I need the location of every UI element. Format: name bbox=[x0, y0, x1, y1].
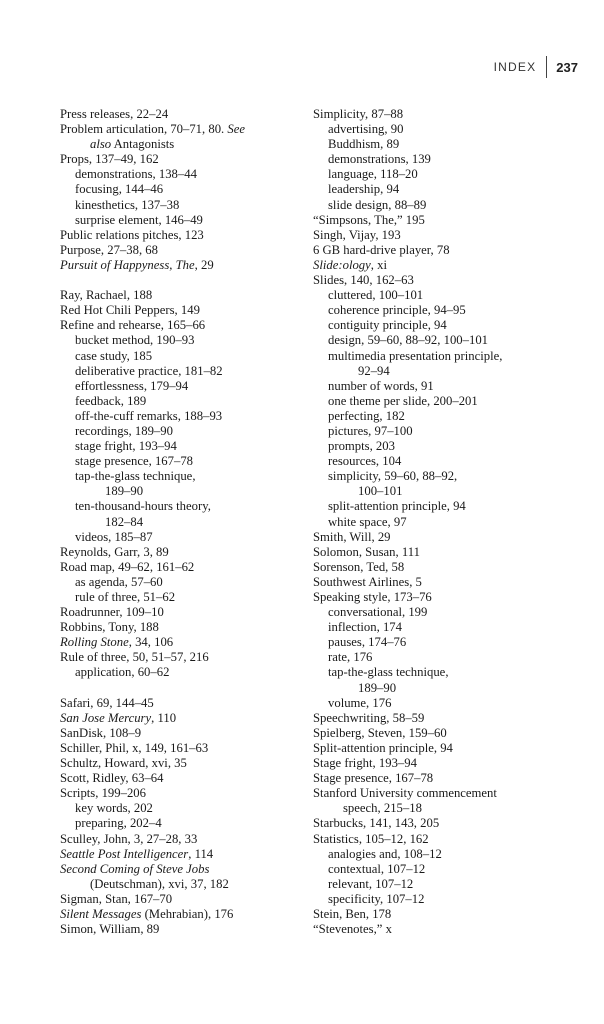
index-subentry: case study, 185 bbox=[75, 348, 153, 363]
index-subentry: pauses, 174–76 bbox=[328, 635, 407, 650]
index-subentry: conversational, 199 bbox=[328, 605, 428, 620]
index-column-right bbox=[313, 107, 588, 937]
index-subentry: recordings, 189–90 bbox=[75, 423, 173, 438]
index-entry-title: See bbox=[227, 122, 245, 137]
index-subentry: multimedia presentation principle, bbox=[328, 348, 503, 363]
index-subentry: as agenda, 57–60 bbox=[75, 574, 163, 589]
index-subentry: coherence principle, 94–95 bbox=[328, 303, 466, 318]
index-subentry: bucket method, 190–93 bbox=[75, 333, 195, 348]
page-number: 237 bbox=[556, 59, 578, 75]
index-entry: Stanford University commencement bbox=[313, 786, 497, 801]
letter-group-gap bbox=[60, 681, 296, 696]
index-subentry: simplicity, 59–60, 88–92, bbox=[328, 469, 458, 484]
index-entry: Safari, 69, 144–45 bbox=[60, 695, 154, 710]
index-entry: Road map, 49–62, 161–62 bbox=[60, 559, 195, 574]
index-entry: SanDisk, 108–9 bbox=[60, 725, 142, 740]
index-entry: Schultz, Howard, xvi, 35 bbox=[60, 756, 187, 771]
index-subentry: stage fright, 193–94 bbox=[75, 439, 177, 454]
index-subentry: relevant, 107–12 bbox=[328, 876, 414, 891]
index-entry: Simon, William, 89 bbox=[60, 922, 160, 937]
index-entry: Sigman, Stan, 167–70 bbox=[60, 891, 173, 906]
index-entry-title: Silent Messages bbox=[60, 906, 142, 921]
index-entry-continuation: (Deutschman), xvi, 37, 182 bbox=[90, 876, 229, 891]
index-subentry: Buddhism, 89 bbox=[328, 137, 400, 152]
header-divider bbox=[546, 56, 547, 78]
index-subentry: inflection, 174 bbox=[328, 620, 402, 635]
index-subentry: specificity, 107–12 bbox=[328, 891, 425, 906]
index-subentry: volume, 176 bbox=[328, 695, 392, 710]
index-subentry: off-the-cuff remarks, 188–93 bbox=[75, 408, 223, 423]
index-subentry: effortlessness, 179–94 bbox=[75, 378, 189, 393]
index-entry: Scripts, 199–206 bbox=[60, 786, 146, 801]
index-subentry: language, 118–20 bbox=[328, 167, 418, 182]
index-subentry: split-attention principle, 94 bbox=[328, 499, 466, 514]
index-subentry: demonstrations, 138–44 bbox=[75, 167, 197, 182]
index-entry: “Stevenotes,” x bbox=[313, 922, 392, 937]
index-entry: Purpose, 27–38, 68 bbox=[60, 242, 158, 257]
index-entry: Split-attention principle, 94 bbox=[313, 740, 453, 755]
index-entry bbox=[313, 258, 588, 273]
index-subentry: perfecting, 182 bbox=[328, 408, 405, 423]
index-entry-continuation bbox=[60, 137, 296, 152]
index-entry-title: San Jose Mercury bbox=[60, 710, 152, 725]
index-subentry: slide design, 88–89 bbox=[328, 197, 427, 212]
index-subentry: preparing, 202–4 bbox=[75, 816, 162, 831]
index-entry-title: Seattle Post Intelligencer bbox=[60, 846, 189, 861]
index-entry: Stage fright, 193–94 bbox=[313, 756, 417, 771]
index-entry-continuation: 92–94 bbox=[358, 363, 390, 378]
index-subentry: kinesthetics, 137–38 bbox=[75, 197, 180, 212]
index-subentry: white space, 97 bbox=[328, 514, 407, 529]
index-entry: Sculley, John, 3, 27–28, 33 bbox=[60, 831, 198, 846]
index-entry: Smith, Will, 29 bbox=[313, 529, 391, 544]
index-subentry: contiguity principle, 94 bbox=[328, 318, 447, 333]
index-entry: Southwest Airlines, 5 bbox=[313, 574, 422, 589]
index-entry-title: Rolling Stone bbox=[60, 635, 129, 650]
index-entry-title: Second Coming of Steve Jobs bbox=[60, 861, 210, 876]
index-subentry: videos, 185–87 bbox=[75, 529, 153, 544]
index-subentry: one theme per slide, 200–201 bbox=[328, 393, 478, 408]
index-subentry: contextual, 107–12 bbox=[328, 861, 426, 876]
index-entry: Refine and rehearse, 165–66 bbox=[60, 318, 206, 333]
index-entry: Robbins, Tony, 188 bbox=[60, 620, 159, 635]
index-entry: Slides, 140, 162–63 bbox=[313, 273, 414, 288]
index-entry-text: , xi bbox=[370, 257, 388, 272]
index-entry bbox=[60, 122, 296, 137]
index-entry-text: (Mehrabian), 176 bbox=[141, 906, 234, 921]
letter-group-gap bbox=[60, 273, 296, 288]
index-entry: Speaking style, 173–76 bbox=[313, 590, 432, 604]
index-entry: Reynolds, Garr, 3, 89 bbox=[60, 544, 169, 559]
index-entry-text: Problem articulation, 70–71, 80. bbox=[60, 122, 228, 137]
index-entry: 6 GB hard-drive player, 78 bbox=[313, 242, 450, 257]
index-subentry: deliberative practice, 181–82 bbox=[75, 363, 223, 378]
index-entry: Statistics, 105–12, 162 bbox=[313, 831, 429, 846]
index-subentry: stage presence, 167–78 bbox=[75, 454, 194, 469]
index-subentry: tap-the-glass technique, bbox=[328, 665, 449, 680]
index-subentry: focusing, 144–46 bbox=[75, 182, 164, 197]
index-entry-title: Pursuit of Happyness, The bbox=[60, 257, 195, 272]
index-entry-title: also bbox=[90, 137, 112, 152]
index-subentry: tap-the-glass technique, bbox=[75, 469, 196, 484]
index-entry: Stein, Ben, 178 bbox=[313, 906, 392, 921]
index-subentry: resources, 104 bbox=[328, 454, 402, 469]
section-label: INDEX bbox=[493, 60, 537, 74]
index-entry bbox=[60, 258, 296, 273]
index-subentry: application, 60–62 bbox=[75, 665, 170, 680]
index-entry: Sorenson, Ted, 58 bbox=[313, 559, 405, 574]
index-entry bbox=[60, 635, 296, 650]
index-entry-text: , 114 bbox=[188, 846, 214, 861]
index-entry: Press releases, 22–24 bbox=[60, 107, 169, 121]
index-subentry: rule of three, 51–62 bbox=[75, 590, 176, 604]
index-entry bbox=[60, 847, 296, 862]
index-entry-text: , 29 bbox=[194, 257, 214, 272]
index-subentry: analogies and, 108–12 bbox=[328, 846, 442, 861]
index-column-left bbox=[60, 107, 296, 937]
index-entry: Scott, Ridley, 63–64 bbox=[60, 771, 164, 786]
index-entry: Stage presence, 167–78 bbox=[313, 771, 434, 786]
index-subentry: rate, 176 bbox=[328, 650, 373, 665]
index-entry-continuation: 189–90 bbox=[358, 680, 397, 695]
index-entry-text: Antagonists bbox=[111, 137, 175, 152]
index-subentry: feedback, 189 bbox=[75, 393, 147, 408]
index-subentry: demonstrations, 139 bbox=[328, 152, 431, 167]
index-entry: Public relations pitches, 123 bbox=[60, 227, 204, 242]
index-subentry: advertising, 90 bbox=[328, 122, 404, 137]
running-header bbox=[494, 56, 578, 78]
index-entry bbox=[60, 862, 296, 877]
index-entry-continuation: 100–101 bbox=[358, 484, 403, 499]
index-entry: Props, 137–49, 162 bbox=[60, 152, 159, 167]
index-entry-continuation: 182–84 bbox=[105, 514, 144, 529]
index-entry: Singh, Vijay, 193 bbox=[313, 227, 401, 242]
index-entry-continuation: speech, 215–18 bbox=[343, 801, 422, 816]
index-subentry: ten-thousand-hours theory, bbox=[75, 499, 211, 514]
index-subentry: pictures, 97–100 bbox=[328, 423, 413, 438]
index-subentry: surprise element, 146–49 bbox=[75, 212, 203, 227]
index-entry: Spielberg, Steven, 159–60 bbox=[313, 725, 447, 740]
index-entry bbox=[60, 711, 296, 726]
index-entry-continuation: 189–90 bbox=[105, 484, 144, 499]
index-entry: Roadrunner, 109–10 bbox=[60, 605, 164, 620]
index-entry: Red Hot Chili Peppers, 149 bbox=[60, 303, 200, 318]
index-subentry: cluttered, 100–101 bbox=[328, 288, 424, 303]
index-entry: Ray, Rachael, 188 bbox=[60, 288, 153, 303]
index-subentry: leadership, 94 bbox=[328, 182, 400, 197]
index-entry-text: , 110 bbox=[151, 710, 177, 725]
index-subentry: number of words, 91 bbox=[328, 378, 434, 393]
index-entry: Speechwriting, 58–59 bbox=[313, 710, 425, 725]
index-subentry: design, 59–60, 88–92, 100–101 bbox=[328, 333, 489, 348]
index-entry-text: , 34, 106 bbox=[128, 635, 174, 650]
index-entry: Rule of three, 50, 51–57, 216 bbox=[60, 650, 209, 665]
index-entry bbox=[60, 907, 296, 922]
index-subentry: key words, 202 bbox=[75, 801, 153, 816]
index-entry: Simplicity, 87–88 bbox=[313, 107, 404, 121]
index-entry: Schiller, Phil, x, 149, 161–63 bbox=[60, 740, 209, 755]
index-entry: Starbucks, 141, 143, 205 bbox=[313, 816, 440, 831]
index-entry: “Simpsons, The,” 195 bbox=[313, 212, 425, 227]
index-subentry: prompts, 203 bbox=[328, 439, 395, 454]
index-entry: Solomon, Susan, 111 bbox=[313, 544, 420, 559]
index-entry-title: Slide:ology bbox=[313, 257, 371, 272]
